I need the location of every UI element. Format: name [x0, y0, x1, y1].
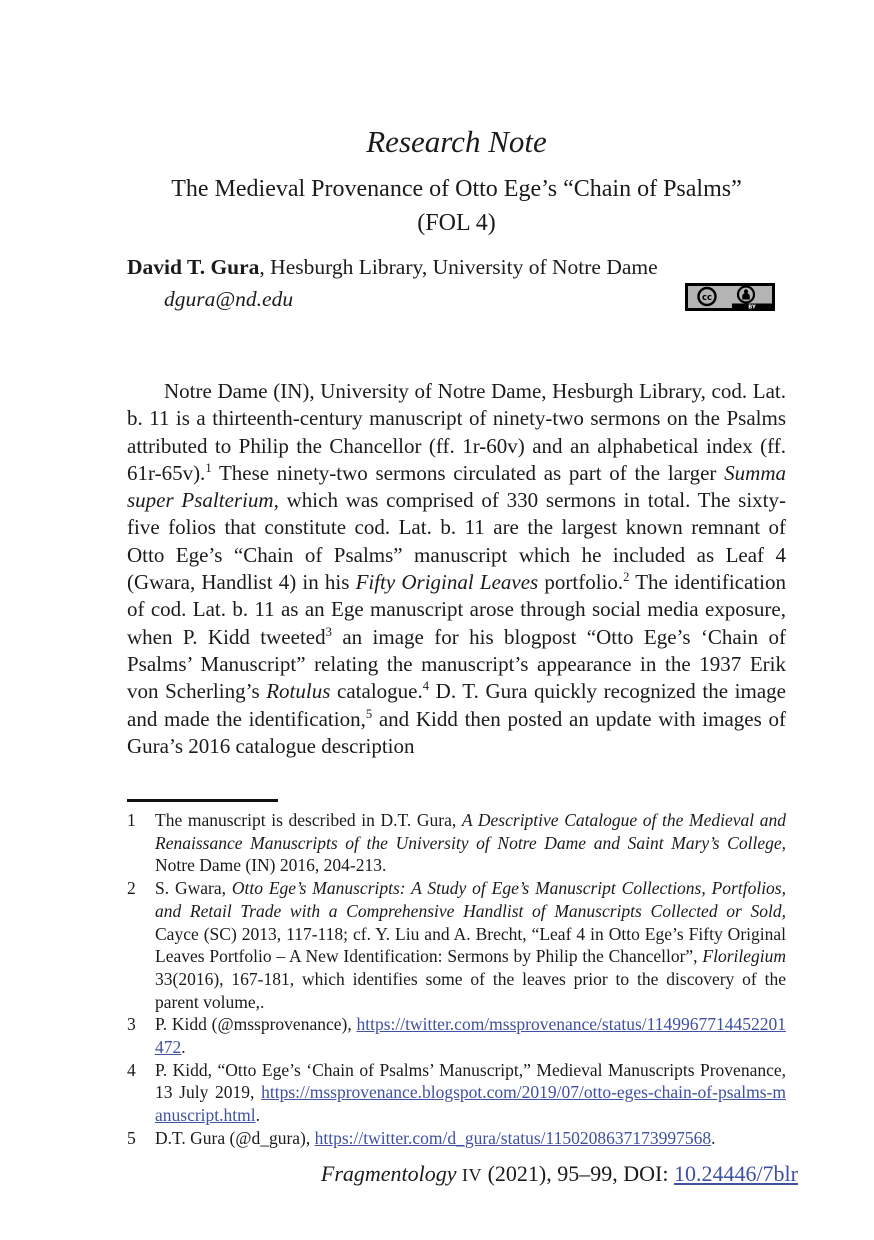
text-run: .	[181, 1037, 186, 1058]
footnote-marker: 2	[623, 570, 630, 585]
footnote-number: 3	[127, 1014, 136, 1035]
footnote-separator	[127, 799, 278, 802]
hyperlink[interactable]: 10.24446/7blr	[673, 1161, 798, 1186]
text-run: (2021), 95–99, DOI:	[482, 1161, 674, 1186]
text-run: and Kidd then posted an update with images of Gura’s 2016 catalogue description	[127, 706, 786, 758]
author-name: David T. Gura	[127, 255, 260, 279]
text-run: an image for his blogpost “Otto Ege’s ‘Chain of Psalms’ Manuscript” relating the manuscript’s appearance in the 1937 Erik von Scherling’s	[127, 624, 786, 704]
text-run: P. Kidd (@mssprovenance),	[155, 1014, 357, 1035]
author-line	[127, 253, 786, 281]
svg-text:cc: cc	[701, 293, 713, 303]
text-run: The manuscript is described in D.T. Gura,	[155, 810, 462, 830]
footnote-item	[127, 1059, 786, 1127]
text-run: Otto Ege’s Manuscripts: A Study of Ege’s Manuscript Collections, Portfolios, and Retail Trade with a Comprehensive Handlist of Manuscripts Collected or Sold	[155, 878, 786, 921]
text-run: Florilegium	[702, 946, 786, 967]
footnote-item	[127, 1013, 786, 1058]
text-run: The identification of cod. Lat. b. 11 as an Ege manuscript arose through social media exposure, when P. Kidd tweeted	[127, 570, 787, 649]
hyperlink[interactable]: https://mssprovenance.blogspot.com/2019/07/otto-eges-chain-of-psalms-manuscript.html	[155, 1082, 786, 1126]
article-title-line2: (FOL 4)	[417, 210, 496, 236]
text-run: A Descriptive Catalogue of the Medieval and Renaissance Manuscripts of the University of Notre Dame and Saint Mary’s College	[155, 810, 786, 853]
text-run: .	[711, 1127, 716, 1148]
author-affiliation: , Hesburgh Library, University of Notre Dame	[259, 255, 658, 279]
text-run: These ninety-two sermons circulated as part of the larger	[211, 460, 725, 485]
article-title-line1: The Medieval Provenance of Otto Ege’s “Chain of Psalms”	[171, 176, 742, 202]
text-run: Rotulus	[266, 679, 331, 704]
text-run: IV	[462, 1165, 483, 1185]
footnote-text	[155, 809, 786, 877]
cc-by-badge	[685, 283, 775, 311]
footnote-item	[127, 877, 786, 1013]
text-run: , which was comprised of 330 sermons in total. The sixty-five folios that constitute cod. Lat. b. 11 are the largest known remnant of Otto Ege’s “Chain of Psalms” manuscript which he included as Leaf 4 (Gwara, Handlist 4) in his	[127, 488, 786, 595]
text-run: D. T. Gura quickly recognized the image and made the identification,	[127, 679, 786, 731]
footnote-text	[155, 1013, 786, 1058]
author-email: dgura@nd.edu	[164, 287, 294, 311]
text-run: , Notre Dame (IN) 2016, 204-213.	[155, 832, 786, 876]
text-run: Notre Dame (IN), University of Notre Dame, Hesburgh Library, cod. Lat. b. 11 is a thirteenth-century manuscript of ninety-two sermons on the Psalms attributed to Philip the Chancellor (ff. 1r-60v) and an alphabetical index (ff. 61r-65v).	[127, 379, 786, 485]
footnote-text	[155, 1127, 786, 1150]
hyperlink[interactable]: https://twitter.com/mssprovenance/status/1149967714452201472	[155, 1014, 786, 1058]
footnote-number: 4	[127, 1059, 136, 1080]
footnote-number: 1	[127, 810, 136, 830]
text-run: S. Gwara,	[155, 878, 232, 899]
footnotes	[127, 809, 786, 1150]
footnote-text	[155, 877, 786, 1013]
text-run: catalogue.	[330, 679, 423, 704]
text-run: P. Kidd, “Otto Ege’s ‘Chain of Psalms’ Manuscript,” Medieval Manuscripts Provenance, 13 July 2019,	[155, 1059, 786, 1103]
footnote-item	[127, 809, 786, 877]
footnote-marker: 1	[205, 460, 212, 475]
footnote-number: 5	[127, 1127, 136, 1148]
section-kicker: Research Note	[366, 124, 547, 159]
footnote-marker: 3	[325, 624, 332, 639]
footnote-item	[127, 1127, 786, 1150]
footnote-text	[155, 1059, 786, 1127]
text-run: , Cayce (SC) 2013, 117-118; cf. Y. Liu and A. Brecht, “Leaf 4 in Otto Ege’s Fifty Original Leaves Portfolio – A New Identification: Sermons by Philip the Chancellor”,	[155, 900, 786, 967]
journal-footer	[127, 1160, 798, 1189]
footnote-number: 2	[127, 878, 136, 899]
article-body-paragraph	[127, 378, 786, 760]
article-title	[117, 172, 796, 240]
text-run: .	[255, 1105, 260, 1126]
text-run: D.T. Gura (@d_gura),	[155, 1127, 315, 1148]
text-run: Summa super Psalterium	[127, 460, 786, 513]
text-run: portfolio.	[538, 570, 624, 595]
svg-text:BY: BY	[748, 304, 756, 311]
text-run: Fifty Original Leaves	[355, 570, 539, 595]
text-run: 33(2016), 167-181, which identifies some of the leaves prior to the discovery of the parent volume,.	[155, 968, 786, 1012]
hyperlink[interactable]: https://twitter.com/d_gura/status/1150208637173997568	[314, 1127, 712, 1148]
text-run: Fragmentology	[320, 1161, 457, 1186]
footnote-marker: 4	[422, 679, 430, 694]
footnote-marker: 5	[365, 706, 373, 721]
